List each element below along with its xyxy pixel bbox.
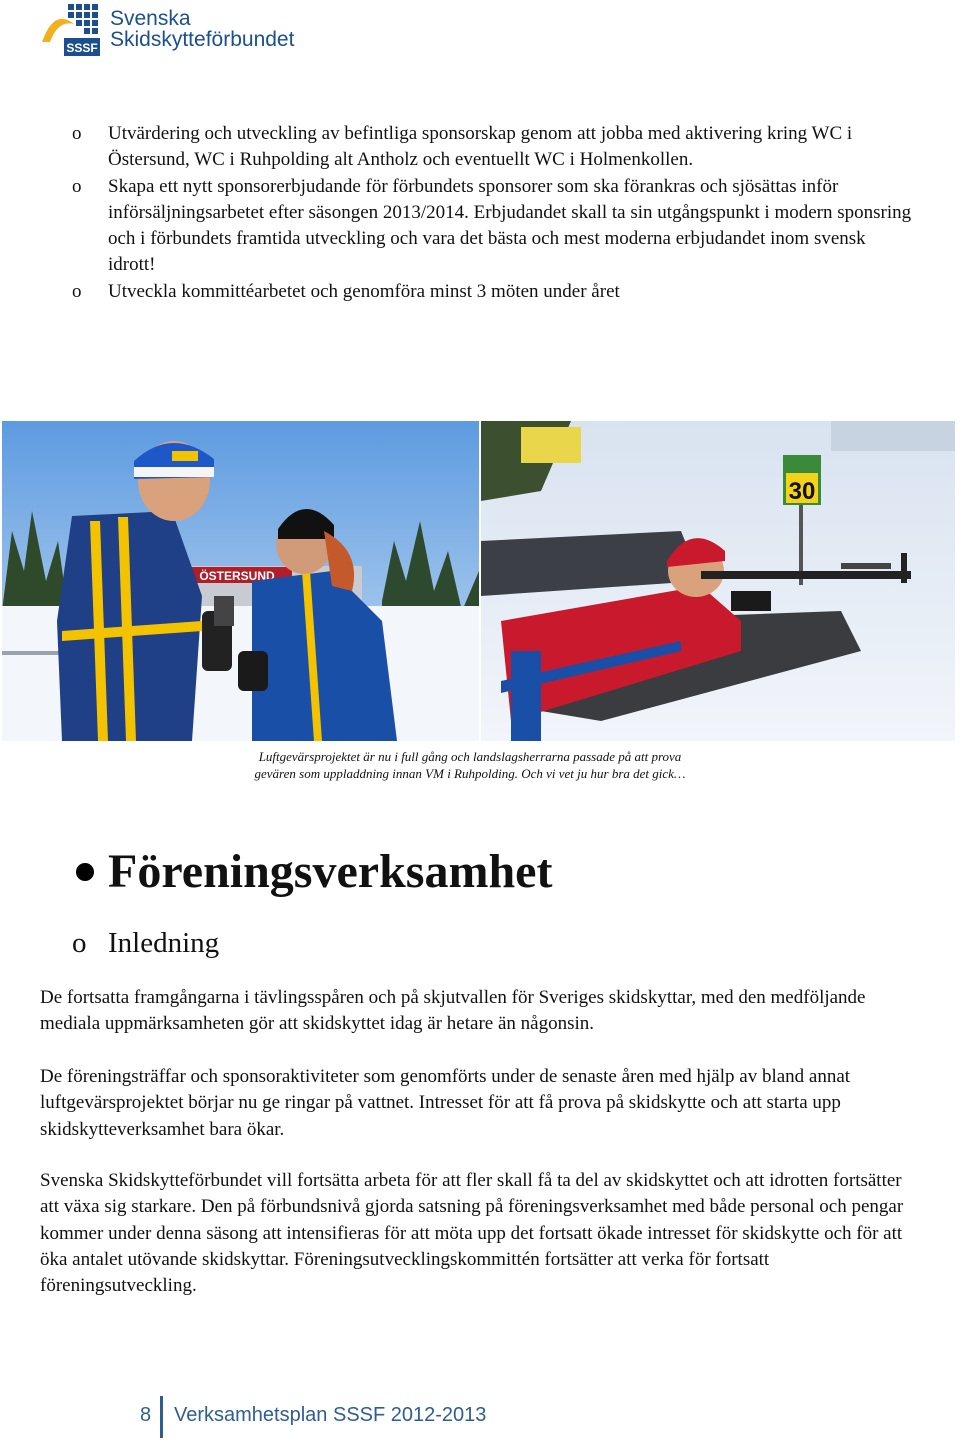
bullet-marker: o — [72, 123, 82, 144]
list-item — [72, 279, 912, 305]
paragraph: De fortsatta framgångarna i tävlingsspåren och på skjutvallen för Sveriges skidskyttar, med den medföljande mediala uppmärksamheten gör att skidskyttet idag är hetare än någonsin. — [40, 987, 866, 1035]
list-item-text: Skapa ett nytt sponsorerbjudande för förbundets sponsorer som ska förankras och sjösättas inför införsäljningsarbetet efter säsongen 2013/2014. Erbjudandet skall ta sin utgångspunkt i modern sponsring och i förbundets framtida utveckling och vara det bästa och mest moderna erbjudandet inom svensk idrott! — [108, 175, 912, 276]
sssf-logo — [40, 2, 302, 60]
photo-caption — [150, 748, 790, 782]
page-number: 8 — [140, 1404, 152, 1426]
bullet-marker: o — [72, 175, 82, 197]
paragraph: De föreningsträffar och sponsoraktiviteter som genomförts under de senaste åren med hjälp av bland annat luftgevärsprojektet börjar nu ge ringar på vattnet. Intresset för att få prova på skidskytte och att starta upp skidskytteverksamhet bara ökar. — [40, 1066, 851, 1140]
target-number-text: 30 — [788, 478, 816, 505]
photo-coach-and-athlete — [2, 421, 479, 741]
list-item — [72, 174, 912, 279]
bullet-marker: o — [72, 280, 82, 302]
bullet-dot-icon — [76, 863, 94, 881]
photo-prone-shooter — [481, 421, 955, 741]
paragraph: Svenska Skidskytteförbundet vill fortsätta arbeta för att fler skall få ta del av skidskyttet och att idrotten fortsätter att växa sig starkare. Den på förbundsnivå gjorda satsning på föreningsverksamhet med både personal och pengar kommer under denna säsong att intensifieras för att möta upp det fortsatt ökade intresset för skidskytte och för att öka antalet utövande skidskyttar. Föreningsutvecklingskommittén fortsätter att verka för fortsatt föreningsutveckling. — [40, 1170, 904, 1297]
subsection-heading-text: Inledning — [108, 927, 220, 959]
list-item-text: Utveckla kommittéarbetet och genomföra minst 3 möten under året — [108, 280, 620, 302]
logo-wordmark — [110, 8, 294, 50]
logo-line-2: Skidskytteförbundet — [110, 28, 295, 51]
caption-line-1: Luftgevärsprojektet är nu i full gång och landslagsherrarna passade på att prova — [258, 749, 682, 764]
sssf-logo-mark-icon — [40, 2, 102, 58]
list-item-text: Utvärdering och utveckling av befintliga sponsorskap genom att jobba med aktivering kring WC i Östersund, WC i Ruhpolding alt Antholz och eventuellt WC i Holmenkollen. — [108, 123, 853, 171]
bullet-marker: o — [72, 927, 87, 959]
stadium-sign-text: ÖSTERSUND — [199, 569, 275, 583]
photo-coach-and-athlete-illustration — [2, 421, 479, 741]
footer-divider — [160, 1396, 163, 1438]
caption-line-2: gevären som uppladdning innan VM i Ruhpolding. Och vi vet ju hur bra det gick… — [254, 766, 686, 781]
photo-prone-shooter-illustration — [481, 421, 955, 741]
list-item — [72, 121, 912, 174]
logo-line-1: Svenska — [110, 7, 191, 30]
footer-title: Verksamhetsplan SSSF 2012-2013 — [174, 1404, 487, 1426]
section-heading-text: Föreningsverksamhet — [108, 845, 553, 898]
sponsorship-goals-list — [72, 121, 912, 305]
logo-mark-text: SSSF — [66, 41, 98, 55]
section-heading — [76, 842, 552, 902]
subsection-heading — [72, 925, 219, 961]
